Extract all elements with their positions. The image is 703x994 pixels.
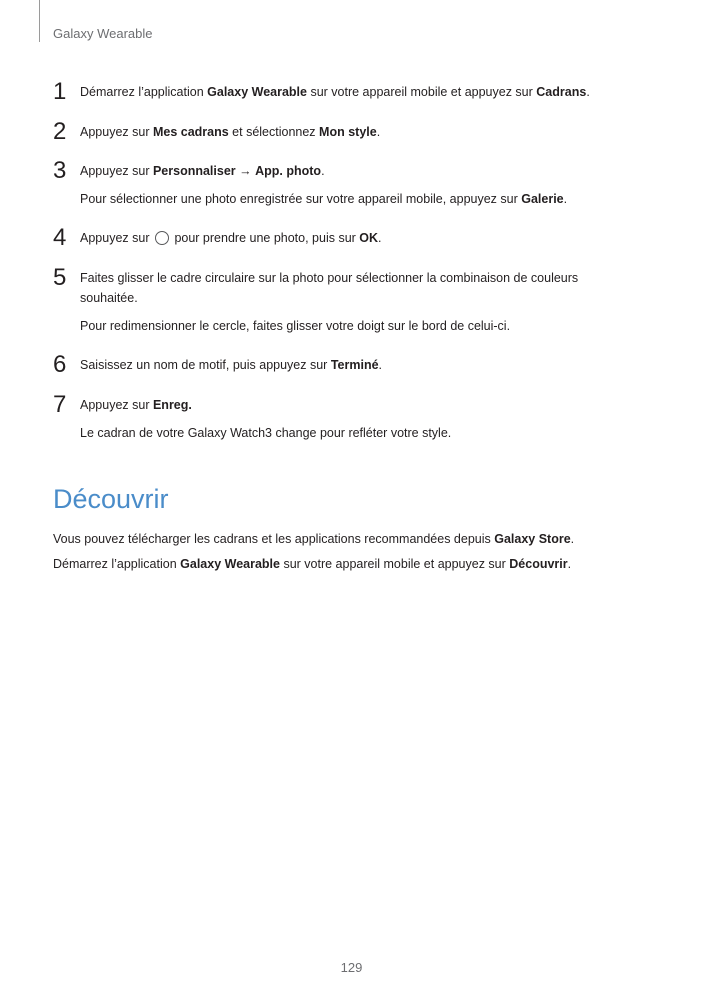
text-run: Appuyez sur — [80, 125, 153, 139]
text-run: . — [376, 125, 381, 139]
bold-term: Personnaliser — [152, 164, 236, 178]
step-main-text: Faites glisser le cadre circulaire sur la photo pour sélectionner la combinaison de couleurs souhaitée. — [80, 271, 579, 305]
text-run: . — [321, 164, 325, 178]
bold-term: App. photo — [255, 164, 322, 178]
header-title: Galaxy Wearable — [53, 26, 153, 41]
text-run: Pour sélectionner une photo enregistrée sur votre appareil mobile, appuyez sur — [80, 192, 522, 206]
bold-term: Découvrir — [509, 557, 568, 571]
text-run: et sélectionnez — [228, 125, 320, 139]
bold-term: Cadrans — [536, 85, 587, 99]
text-run: Appuyez sur — [80, 164, 153, 178]
text-run: Démarrez l’application — [53, 557, 181, 571]
step-text — [80, 355, 640, 375]
step-note — [80, 189, 640, 209]
bold-term: Galerie — [521, 192, 564, 206]
bold-term: Galaxy Wearable — [180, 557, 280, 571]
text-run: Démarrez l’application — [80, 85, 208, 99]
step-text — [80, 82, 640, 102]
step-number: 6 — [53, 351, 67, 378]
section-heading: Découvrir — [53, 484, 169, 514]
text-run: sur votre appareil mobile et appuyez sur — [279, 557, 510, 571]
page-number: 129 — [340, 960, 363, 975]
step-number: 7 — [53, 391, 67, 418]
bold-term: Terminé — [330, 358, 379, 372]
text-run: sur votre appareil mobile et appuyez sur — [306, 85, 537, 99]
arrow-separator: → — [235, 164, 256, 178]
camera-shutter-icon — [155, 231, 169, 245]
header-rule — [39, 0, 40, 42]
text-run: Saisissez un nom de motif, puis appuyez sur — [80, 358, 331, 372]
step-number: 3 — [53, 157, 67, 184]
step-text — [80, 161, 640, 209]
section-paragraph-1 — [53, 529, 653, 549]
text-run: . — [570, 532, 575, 546]
bold-term: OK — [359, 231, 379, 245]
text-run: . — [567, 557, 572, 571]
text-run: Appuyez sur — [80, 231, 153, 245]
text-run: Appuyez sur — [80, 398, 153, 412]
step-number: 5 — [53, 264, 67, 291]
bold-term: Mes cadrans — [152, 125, 229, 139]
text-run: . — [586, 85, 590, 99]
step-text — [80, 122, 640, 142]
section-paragraph-2 — [53, 554, 653, 574]
step-note: Le cadran de votre Galaxy Watch3 change pour refléter votre style. — [80, 426, 452, 440]
text-run: . — [378, 231, 382, 245]
text-run: . — [563, 192, 568, 206]
step-text — [80, 268, 620, 336]
text-run: . — [378, 358, 383, 372]
step-text — [80, 228, 640, 248]
step-text — [80, 395, 640, 443]
bold-term: Galaxy Wearable — [207, 85, 307, 99]
step-number: 2 — [53, 118, 67, 145]
text-run: Vous pouvez télécharger les cadrans et les applications recommandées depuis — [53, 532, 495, 546]
step-number: 1 — [53, 78, 67, 105]
step-note: Pour redimensionner le cercle, faites glisser votre doigt sur le bord de celui-ci. — [80, 319, 511, 333]
bold-term: Galaxy Store — [494, 532, 571, 546]
bold-term: Enreg. — [152, 398, 192, 412]
step-number: 4 — [53, 224, 67, 251]
bold-term: Mon style — [319, 125, 377, 139]
text-run: pour prendre une photo, puis sur — [170, 231, 360, 245]
